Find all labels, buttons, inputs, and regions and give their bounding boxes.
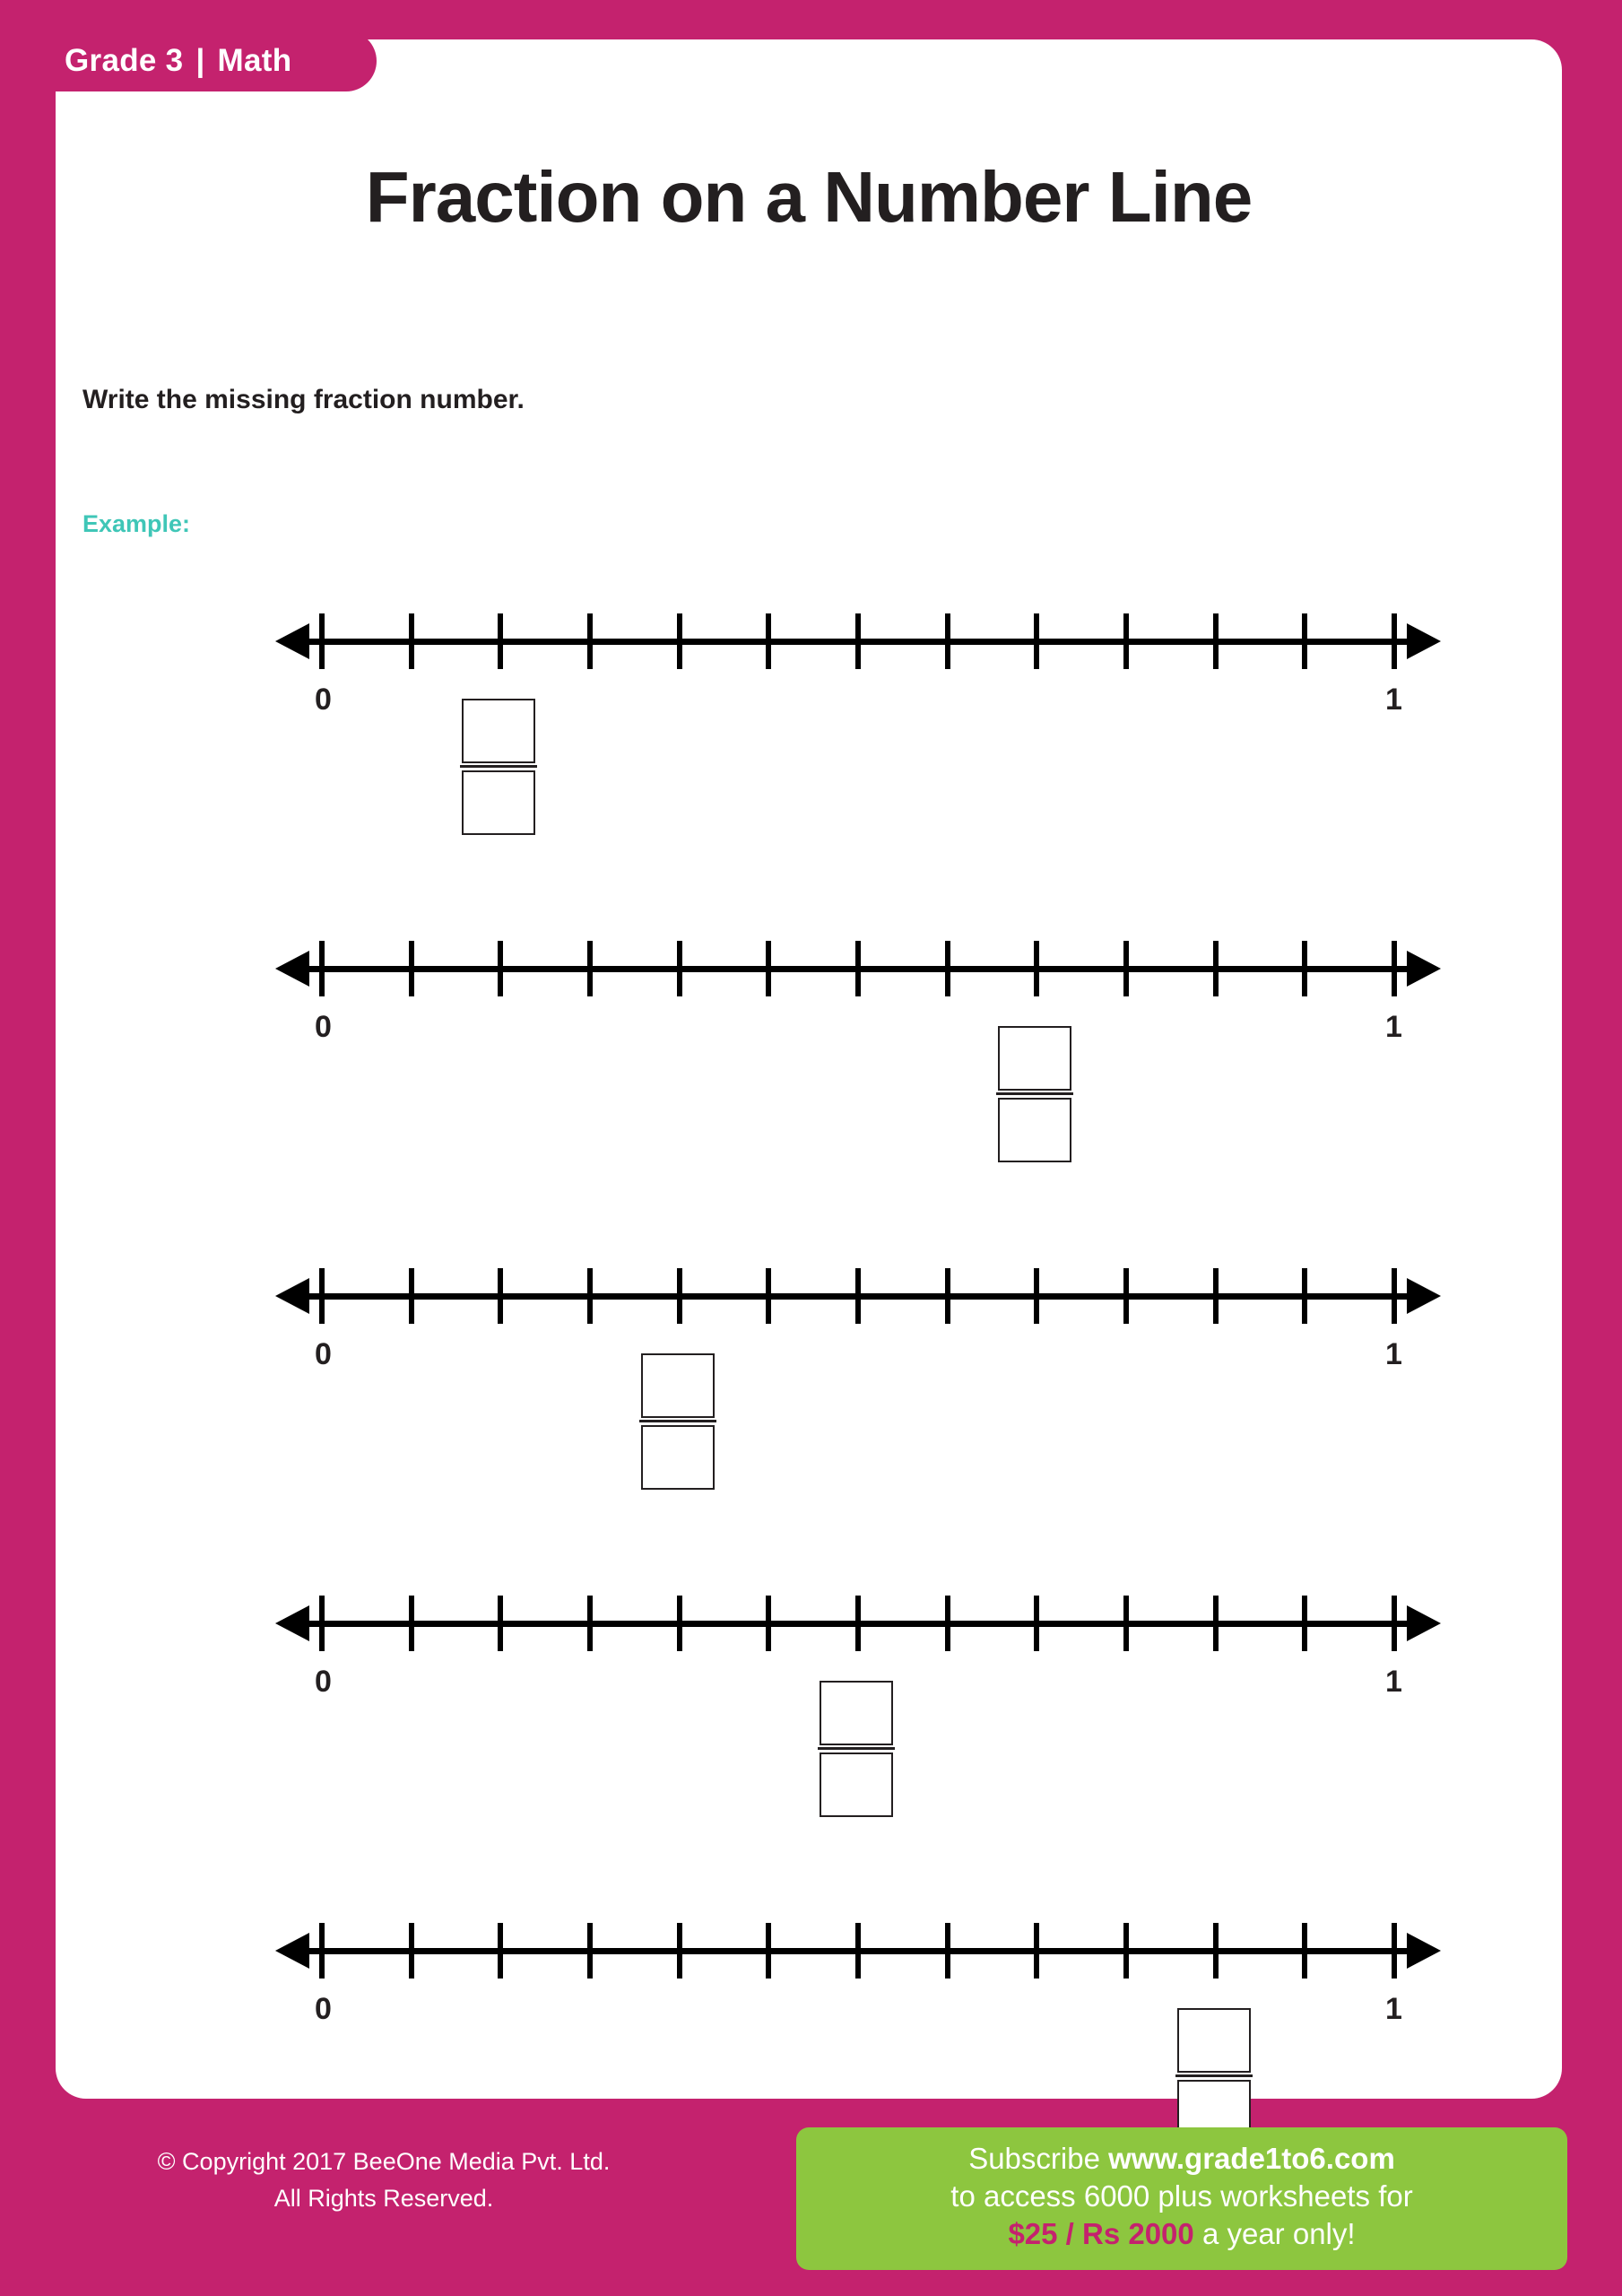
zero-label: 0 xyxy=(315,1665,332,1699)
axis-tick xyxy=(677,941,682,996)
axis-tick xyxy=(498,1268,503,1324)
number-line-axis xyxy=(275,1255,1441,1335)
subject-label: Math xyxy=(217,43,292,78)
axis-tick xyxy=(319,1268,325,1324)
axis-tick xyxy=(677,1923,682,1979)
axis-tick xyxy=(1123,613,1129,669)
number-line-row xyxy=(275,1582,1441,1878)
one-label: 1 xyxy=(1385,1010,1402,1044)
axis-tick xyxy=(945,1923,950,1979)
axis-tick xyxy=(945,1596,950,1651)
zero-label: 0 xyxy=(315,1337,332,1371)
number-line-row xyxy=(275,927,1441,1223)
axis-tick xyxy=(498,1923,503,1979)
badge-separator: | xyxy=(195,43,205,78)
axis-tick xyxy=(587,1596,593,1651)
number-line-row xyxy=(275,600,1441,896)
axis-tick xyxy=(1302,1923,1307,1979)
fraction-answer-row-4 xyxy=(1177,2008,1254,2144)
axis-tick xyxy=(1302,1268,1307,1324)
number-line-row xyxy=(275,1255,1441,1551)
axis-tick xyxy=(1392,613,1397,669)
number-line-axis xyxy=(275,600,1441,681)
number-line-axis xyxy=(275,1909,1441,1990)
axis-tick xyxy=(1302,613,1307,669)
axis-tick xyxy=(498,1596,503,1651)
axis-tick xyxy=(677,1268,682,1324)
axis-tick xyxy=(1123,1268,1129,1324)
axis-tick xyxy=(587,1923,593,1979)
axis-tick xyxy=(587,613,593,669)
axis-tick xyxy=(1392,941,1397,996)
axis-tick xyxy=(677,1596,682,1651)
zero-label: 0 xyxy=(315,1010,332,1044)
fraction-answer-row-1 xyxy=(998,1026,1075,1162)
subscribe-suffix: a year only! xyxy=(1193,2217,1356,2251)
page-title: Fraction on a Number Line xyxy=(365,157,1253,237)
subscribe-price: $25 / Rs 2000 xyxy=(1008,2217,1194,2251)
axis-tick xyxy=(319,1923,325,1979)
denominator-input-box[interactable] xyxy=(462,770,535,835)
copyright-line-1: © Copyright 2017 BeeOne Media Pvt. Ltd. xyxy=(157,2148,611,2175)
fraction-answer-row-3 xyxy=(820,1681,897,1817)
axis-tick xyxy=(409,613,414,669)
instruction-text: Write the missing fraction number. xyxy=(82,385,525,414)
axis-tick xyxy=(1213,941,1219,996)
number-line-axis xyxy=(275,1582,1441,1663)
number-line-axis xyxy=(275,927,1441,1008)
fraction-bar xyxy=(460,765,537,768)
axis-tick xyxy=(766,613,771,669)
axis-tick xyxy=(855,613,861,669)
subscribe-line-1 xyxy=(796,2140,1567,2178)
axis-tick xyxy=(945,613,950,669)
axis-tick xyxy=(587,941,593,996)
axis-tick xyxy=(587,1268,593,1324)
fraction-answer-row-2 xyxy=(641,1353,718,1490)
axis-tick xyxy=(1302,1596,1307,1651)
axis-tick xyxy=(855,1596,861,1651)
fraction-bar xyxy=(818,1747,895,1750)
axis-tick xyxy=(409,1268,414,1324)
copyright-line-2: All Rights Reserved. xyxy=(273,2184,494,2212)
axis-tick xyxy=(1392,1268,1397,1324)
zero-label: 0 xyxy=(315,683,332,717)
axis-tick xyxy=(1392,1596,1397,1651)
subscribe-website[interactable]: www.grade1to6.com xyxy=(1108,2142,1395,2175)
axis-tick xyxy=(945,1268,950,1324)
grade-subject-badge xyxy=(0,30,377,91)
axis-tick xyxy=(855,1923,861,1979)
one-label: 1 xyxy=(1385,683,1402,717)
axis-tick xyxy=(409,941,414,996)
grade-label: Grade 3 xyxy=(65,43,184,78)
axis-tick xyxy=(766,1596,771,1651)
numerator-input-box[interactable] xyxy=(820,1681,893,1745)
axis-tick xyxy=(1302,941,1307,996)
axis-tick xyxy=(855,941,861,996)
axis-tick xyxy=(1034,613,1039,669)
denominator-input-box[interactable] xyxy=(820,1752,893,1817)
example-label: Example: xyxy=(82,510,191,537)
axis-tick xyxy=(1213,1268,1219,1324)
subscribe-banner[interactable] xyxy=(796,2127,1567,2270)
fraction-bar xyxy=(996,1092,1073,1095)
axis-tick xyxy=(1034,1596,1039,1651)
subscribe-line-2: to access 6000 plus worksheets for xyxy=(950,2179,1413,2213)
axis-tick xyxy=(1123,1923,1129,1979)
denominator-input-box[interactable] xyxy=(998,1098,1071,1162)
axis-tick xyxy=(945,941,950,996)
worksheet-sheet xyxy=(56,39,1562,2099)
axis-tick xyxy=(1392,1923,1397,1979)
numerator-input-box[interactable] xyxy=(998,1026,1071,1091)
fraction-bar xyxy=(1175,2074,1253,2077)
numerator-input-box[interactable] xyxy=(641,1353,715,1418)
axis-tick xyxy=(409,1923,414,1979)
one-label: 1 xyxy=(1385,1665,1402,1699)
axis-tick xyxy=(498,941,503,996)
axis-tick xyxy=(1123,1596,1129,1651)
axis-tick xyxy=(855,1268,861,1324)
axis-tick xyxy=(1213,1596,1219,1651)
axis-tick xyxy=(1034,941,1039,996)
numerator-input-box[interactable] xyxy=(462,699,535,763)
fraction-answer-row-example xyxy=(462,699,539,835)
axis-tick xyxy=(677,613,682,669)
axis-tick xyxy=(498,613,503,669)
one-label: 1 xyxy=(1385,1992,1402,2026)
axis-tick xyxy=(766,941,771,996)
fraction-bar xyxy=(639,1420,716,1422)
one-label: 1 xyxy=(1385,1337,1402,1371)
axis-tick xyxy=(1034,1268,1039,1324)
axis-tick xyxy=(319,941,325,996)
axis-tick xyxy=(1034,1923,1039,1979)
numerator-input-box[interactable] xyxy=(1177,2008,1251,2073)
axis-tick xyxy=(409,1596,414,1651)
subscribe-prefix: Subscribe xyxy=(968,2142,1109,2175)
copyright-block xyxy=(106,2144,662,2216)
subscribe-line-3 xyxy=(796,2215,1567,2253)
axis-tick xyxy=(766,1268,771,1324)
axis-tick xyxy=(1213,613,1219,669)
axis-tick xyxy=(319,1596,325,1651)
denominator-input-box[interactable] xyxy=(641,1425,715,1490)
axis-tick xyxy=(1123,941,1129,996)
axis-tick xyxy=(766,1923,771,1979)
axis-tick xyxy=(1213,1923,1219,1979)
axis-tick xyxy=(319,613,325,669)
zero-label: 0 xyxy=(315,1992,332,2026)
